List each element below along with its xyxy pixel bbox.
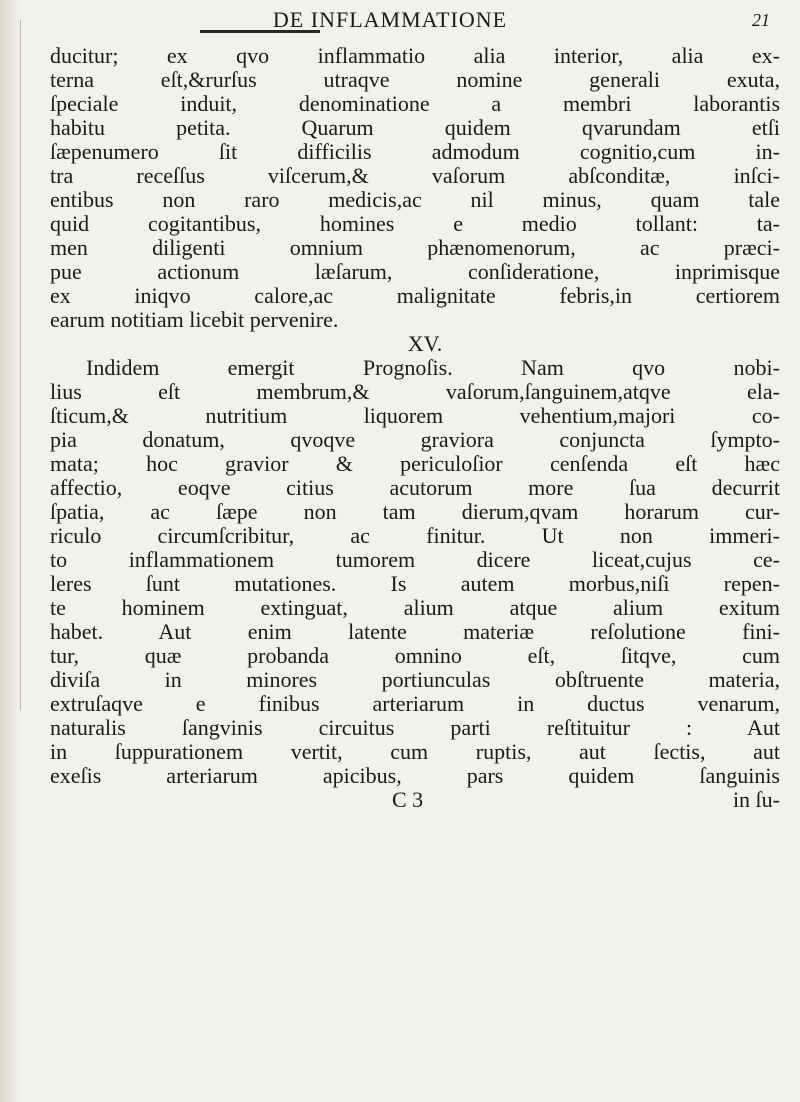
signature-mark: C 3 <box>392 787 424 812</box>
main-text <box>50 44 780 788</box>
page-footer-line <box>50 788 780 812</box>
text-line: lius eſt membrum,& vaſorum,ſanguinem,atqve ela- <box>50 379 780 404</box>
text-line: habitu petita. Quarum quidem qvarundam etſi <box>50 115 780 140</box>
text-line: Indidem emergit Prognoſis. Nam qvo nobi- <box>86 355 780 380</box>
text-line: pue actionum læſarum, conſideratione, inprimisque <box>50 259 780 284</box>
page-number: 21 <box>752 10 770 30</box>
text-line: ſpatia, ac ſæpe non tam dierum,qvam horarum cur- <box>50 499 780 524</box>
text-line: in ſuppurationem vertit, cum ruptis, aut ſectis, aut <box>50 739 780 764</box>
section-number: XV. <box>407 331 443 356</box>
text-line: riculo circumſcribitur, ac finitur. Ut non immeri- <box>50 523 780 548</box>
text-line: to inflammationem tumorem dicere liceat,cujus ce- <box>50 547 780 572</box>
text-line: tur, quæ probanda omnino eſt, ſitqve, cum <box>50 643 780 668</box>
text-line: leres ſunt mutationes. Is autem morbus,niſi repen- <box>50 571 780 596</box>
text-line: tra receſſus viſcerum,& vaſorum abſconditæ, inſci- <box>50 163 780 188</box>
gutter-line <box>20 20 21 710</box>
running-head <box>200 6 580 34</box>
text-line: earum notitiam licebit pervenire. <box>50 307 339 332</box>
text-line: affectio, eoqve citius acutorum more ſua decurrit <box>50 475 780 500</box>
text-line: naturalis ſangvinis circuitus parti reſtituitur : Aut <box>50 715 780 740</box>
text-line: mata; hoc gravior & periculoſior cenſenda eſt hæc <box>50 451 780 476</box>
text-line: quid cogitantibus, homines e medio tollant: ta- <box>50 211 780 236</box>
text-line: entibus non raro medicis,ac nil minus, quam tale <box>50 187 780 212</box>
text-line: extruſaqve e finibus arteriarum in ductus venarum, <box>50 691 780 716</box>
text-line: te hominem extinguat, alium atque alium exitum <box>50 595 780 620</box>
text-line: exeſis arteriarum apicibus, pars quidem ſanguinis <box>50 763 780 788</box>
text-line: habet. Aut enim latente materiæ reſolutione fini- <box>50 619 780 644</box>
page-binding-shadow <box>0 0 22 1102</box>
text-line: diviſa in minores portiunculas obſtruente materia, <box>50 667 780 692</box>
text-line: men diligenti omnium phænomenorum, ac præci- <box>50 235 780 260</box>
text-line: terna eſt,&rurſus utraqve nomine generali exuta, <box>50 67 780 92</box>
text-line: ſpeciale induit, denominatione a membri laborantis <box>50 91 780 116</box>
catchword: in ſu- <box>732 787 780 812</box>
text-line: ſæpenumero ſit difficilis admodum cognitio,cum in- <box>50 139 780 164</box>
text-line: ſticum,& nutritium liquorem vehentium,majori co- <box>50 403 780 428</box>
text-line: ducitur; ex qvo inflammatio alia interior, alia ex- <box>50 43 780 68</box>
running-head-title: DE INFLAMMATIONE <box>272 7 508 32</box>
text-line: ex iniqvo calore,ac malignitate febris,in certiorem <box>50 283 780 308</box>
text-line: pia donatum, qvoqve graviora conjuncta ſympto- <box>50 427 780 452</box>
